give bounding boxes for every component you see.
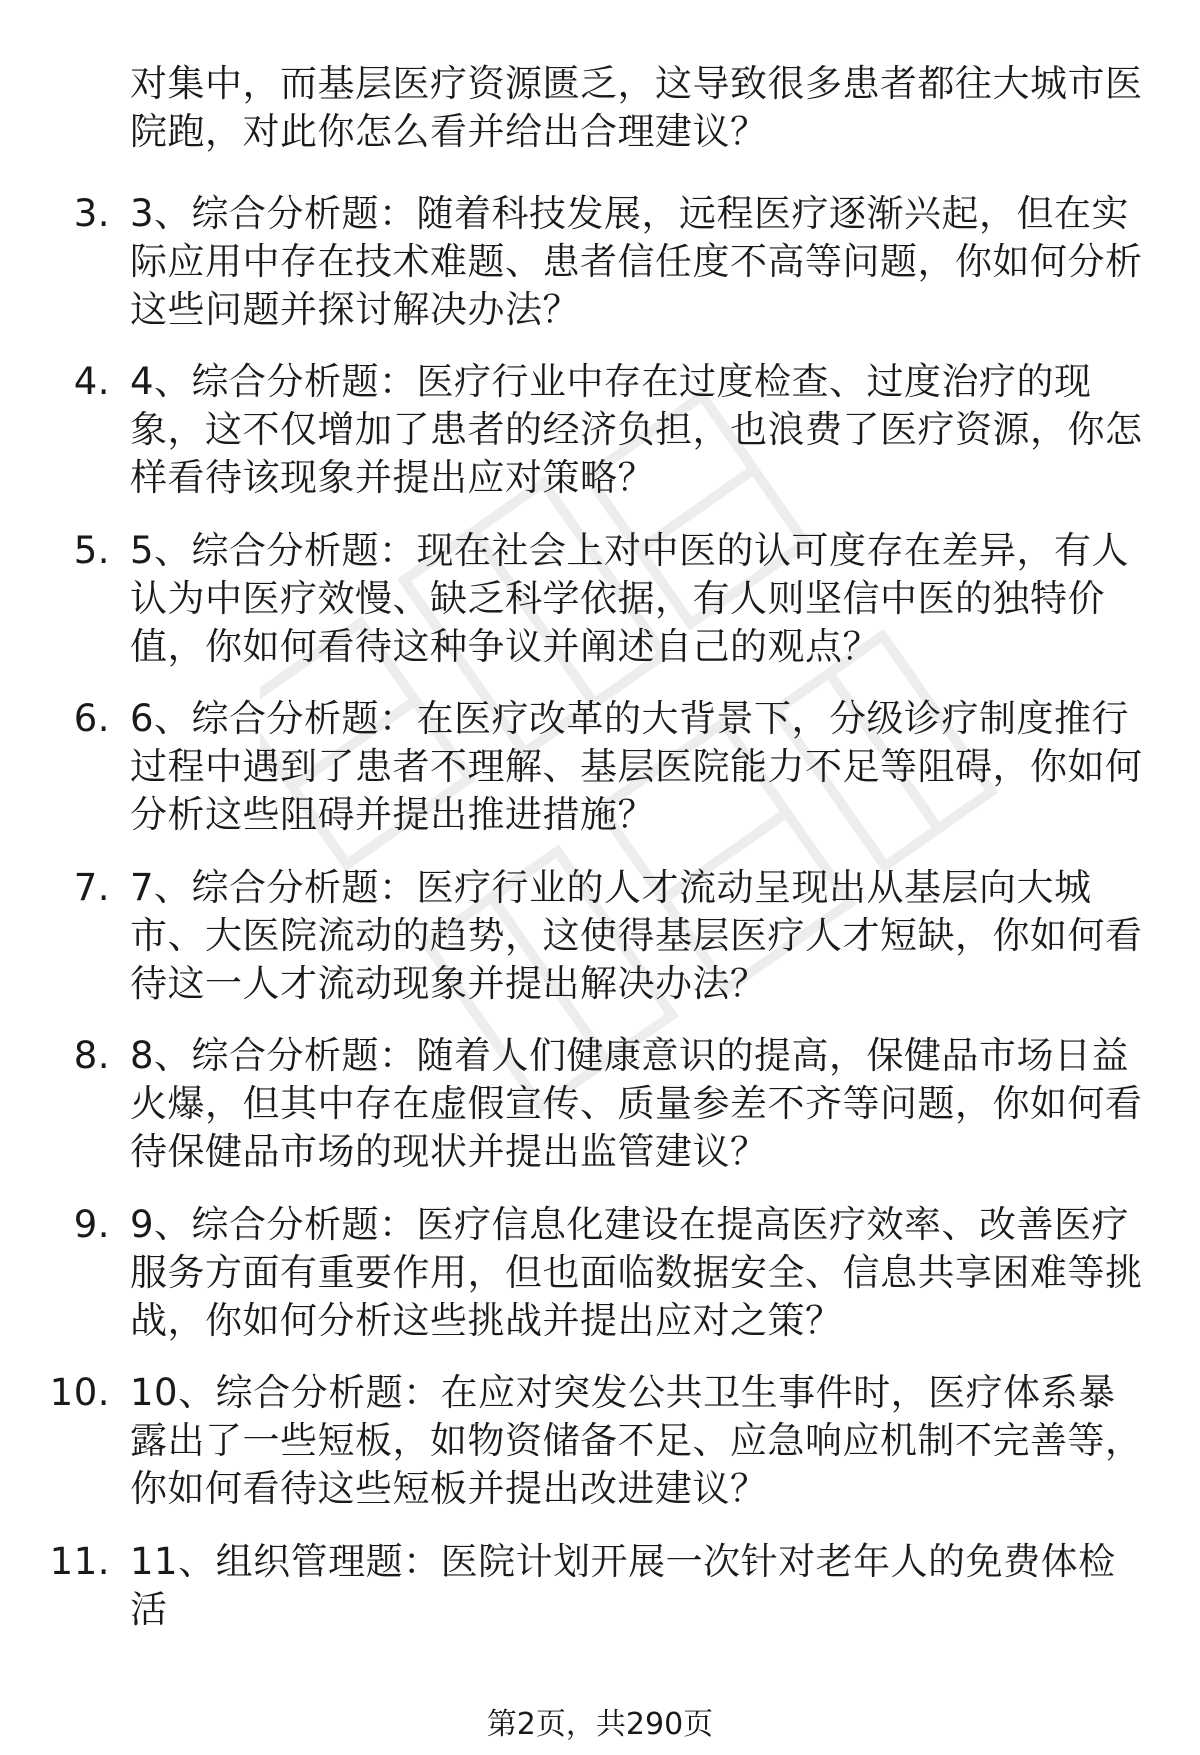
- item-number: 8.: [73, 1034, 110, 1077]
- item-number: 11.: [49, 1540, 110, 1583]
- item-number: 6.: [73, 697, 110, 740]
- item-number: 4.: [73, 360, 110, 403]
- item-number: 10.: [49, 1371, 110, 1414]
- item-text: 5、综合分析题：现在社会上对中医的认可度存在差异，有人认为中医疗效慢、缺乏科学依据，有人则坚信中医的独特价值，你如何看待这种争议并阐述自己的观点？: [130, 529, 1130, 668]
- item-number: 3.: [73, 192, 110, 235]
- item-text: 9、综合分析题：医疗信息化建设在提高医疗效率、改善医疗服务方面有重要作用，但也面临数据安全、信息共享困难等挑战，你如何分析这些挑战并提出应对之策？: [130, 1203, 1143, 1342]
- item-number: 5.: [73, 529, 110, 572]
- item-number: 9.: [73, 1203, 110, 1246]
- continuation-text: 对集中，而基层医疗资源匮乏，这导致很多患者都往大城市医院跑，对此你怎么看并给出合理建议？: [130, 62, 1143, 153]
- item-text: 6、综合分析题：在医疗改革的大背景下，分级诊疗制度推行过程中遇到了患者不理解、基层医院能力不足等阻碍，你如何分析这些阻碍并提出推进措施？: [130, 697, 1143, 836]
- item-text: 3、综合分析题：随着科技发展，远程医疗逐渐兴起，但在实际应用中存在技术难题、患者信任度不高等问题，你如何分析这些问题并探讨解决办法？: [130, 192, 1143, 331]
- item-text: 11、组织管理题：医院计划开展一次针对老年人的免费体检活: [130, 1540, 1116, 1631]
- item-text: 4、综合分析题：医疗行业中存在过度检查、过度治疗的现象，这不仅增加了患者的经济负担，也浪费了医疗资源，你怎样看待该现象并提出应对策略？: [130, 360, 1143, 499]
- item-text: 10、综合分析题：在应对突发公共卫生事件时，医疗体系暴露出了一些短板，如物资储备不足、应急响应机制不完善等，你如何看待这些短板并提出改进建议？: [130, 1371, 1143, 1510]
- item-text: 8、综合分析题：随着人们健康意识的提高，保健品市场日益火爆，但其中存在虚假宣传、质量参差不齐等问题，你如何看待保健品市场的现状并提出监管建议？: [130, 1034, 1143, 1173]
- page-footer: 第2页，共290页: [486, 1707, 714, 1742]
- item-text: 7、综合分析题：医疗行业的人才流动呈现出从基层向大城市、大医院流动的趋势，这使得基层医疗人才短缺，你如何看待这一人才流动现象并提出解决办法？: [130, 866, 1143, 1005]
- item-number: 7.: [73, 866, 110, 909]
